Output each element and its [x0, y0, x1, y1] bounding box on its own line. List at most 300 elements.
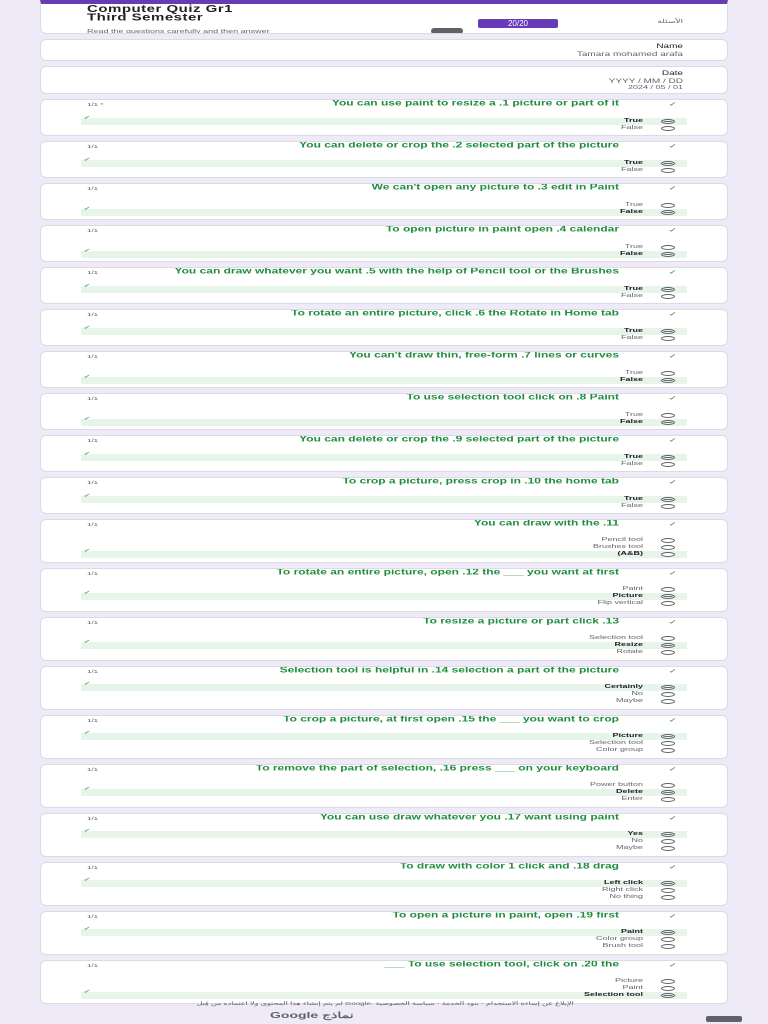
option-label: Picture [612, 592, 643, 598]
radio-icon[interactable] [661, 203, 675, 208]
correct-check-icon: ✓ [83, 248, 92, 254]
option-label: Selection tool [588, 739, 643, 745]
answer-option[interactable] [81, 590, 687, 600]
option-label: Picture [612, 732, 643, 738]
option-label: True [623, 117, 643, 123]
option-label: Brushes tool [592, 543, 643, 549]
radio-icon[interactable] [661, 587, 675, 592]
options-group [81, 828, 687, 852]
answer-option[interactable] [81, 845, 687, 852]
question-text: To draw with color 1 click and .18 drag [399, 862, 619, 871]
answer-option[interactable] [81, 782, 687, 789]
radio-icon[interactable] [661, 210, 675, 215]
option-label: Maybe [615, 697, 643, 703]
answer-option[interactable] [81, 157, 687, 167]
answer-option[interactable] [81, 370, 687, 377]
answer-option[interactable] [81, 838, 687, 845]
question-text: To use selection tool click on .8 Paint [406, 393, 619, 402]
option-label: Picture [614, 977, 643, 983]
radio-icon[interactable] [661, 699, 675, 704]
question-text: To open picture in paint open .4 calendar [385, 225, 619, 234]
question-points [87, 186, 98, 191]
question-points [87, 480, 98, 485]
question-points-value: 1/1 [87, 228, 99, 234]
question-points [87, 669, 98, 674]
answer-option[interactable] [81, 493, 687, 503]
correct-check-icon: ✓ [83, 548, 92, 554]
options-group [81, 877, 687, 901]
option-label: True [624, 201, 643, 207]
options-group [81, 926, 687, 950]
option-label: Resize [614, 641, 643, 647]
date-label: Date [661, 70, 683, 77]
question-points-value: 1/1 [87, 354, 99, 360]
question-card [40, 393, 728, 430]
radio-icon[interactable] [661, 455, 675, 460]
question-points [87, 396, 98, 401]
radio-icon[interactable] [661, 734, 675, 739]
answer-option[interactable] [81, 548, 687, 558]
question-text: You can't draw thin, free-form .7 lines or curves [348, 351, 619, 360]
answer-option[interactable] [81, 325, 687, 335]
answer-option[interactable] [81, 649, 687, 656]
check-icon: ✓ [668, 962, 677, 969]
options-group [81, 283, 687, 300]
question-text: To crop a picture, press crop in .10 the home tab [342, 477, 619, 486]
radio-icon[interactable] [661, 420, 675, 425]
answer-option[interactable] [81, 639, 687, 649]
question-points [87, 522, 98, 527]
answer-option[interactable] [81, 877, 687, 887]
google-forms-logo: Google نماذج [270, 1010, 354, 1020]
check-icon: ✓ [668, 766, 677, 773]
answer-option[interactable] [81, 206, 687, 216]
question-points [87, 620, 98, 625]
answer-option[interactable] [81, 451, 687, 461]
option-label: False [619, 418, 643, 424]
question-card [40, 911, 728, 955]
option-label: Flip vertical [597, 599, 643, 605]
question-card [40, 666, 728, 710]
question-points-value: 1/1 [87, 816, 99, 822]
radio-icon[interactable] [661, 685, 675, 690]
quiz-form [40, 0, 728, 1009]
question-points [87, 354, 98, 359]
question-card [40, 141, 728, 178]
answer-option[interactable] [81, 416, 687, 426]
correct-check-icon: ✓ [83, 493, 92, 499]
date-value: 2024 / 05 / 01 [627, 84, 683, 90]
check-icon: ✓ [668, 353, 677, 360]
options-group [81, 244, 687, 258]
radio-icon[interactable] [661, 643, 675, 648]
answer-option[interactable] [81, 635, 687, 642]
name-value: Tamara mohamed arafa [576, 51, 683, 58]
option-label: True [624, 243, 643, 249]
question-card [40, 715, 728, 759]
question-card [40, 435, 728, 472]
option-label: True [623, 327, 643, 333]
check-icon: ✓ [668, 395, 677, 402]
question-points [87, 914, 98, 919]
question-points-value: 1/1 [87, 312, 99, 318]
question-points-value: 1/1 [87, 396, 99, 402]
answer-option[interactable] [81, 691, 687, 698]
correct-check-icon: ✓ [83, 989, 92, 995]
answer-option[interactable] [81, 786, 687, 796]
answer-option[interactable] [81, 681, 687, 691]
question-points [87, 312, 98, 317]
question-points-value: 1/1 [87, 620, 99, 626]
question-points [87, 102, 103, 107]
question-text: You can draw with the .11 [473, 519, 619, 528]
answer-option[interactable] [81, 887, 687, 894]
option-label: False [620, 334, 643, 340]
question-text: To use selection tool, click on .20 the ___ [384, 960, 619, 969]
correct-check-icon: ✓ [83, 416, 92, 422]
options-group [81, 451, 687, 468]
options-group [81, 635, 687, 656]
correct-check-icon: ✓ [83, 877, 92, 883]
option-label: Yes [627, 830, 643, 836]
option-label: False [619, 376, 643, 382]
option-label: No thing [609, 893, 643, 899]
answer-option[interactable] [81, 586, 687, 593]
question-card [40, 309, 728, 346]
option-label: Paint [622, 984, 643, 990]
answer-option[interactable] [81, 989, 687, 999]
options-group [81, 115, 687, 132]
question-text: To rotate an entire picture, open .12 the ___ you want at first [276, 568, 619, 577]
question-card [40, 225, 728, 262]
answer-option[interactable] [81, 828, 687, 838]
radio-icon[interactable] [661, 462, 675, 467]
answer-option[interactable] [81, 698, 687, 705]
answer-option[interactable] [81, 167, 687, 174]
option-label: True [624, 411, 643, 417]
question-card [40, 960, 728, 1007]
radio-icon[interactable] [661, 636, 675, 641]
radio-icon[interactable] [661, 839, 675, 844]
question-points-value: 1/1 [87, 522, 99, 528]
score-badge: 20/20 [478, 19, 558, 28]
correct-check-icon: ✓ [83, 786, 92, 792]
question-text: To crop a picture, at first open .15 the ___ you want to crop [283, 715, 619, 724]
answer-option[interactable] [81, 936, 687, 943]
score-pill [431, 28, 463, 34]
option-label: Color group [595, 935, 643, 941]
question-text: Selection tool is helpful in .14 selection a part of the picture [279, 666, 619, 675]
question-text: To rotate an entire picture, click .6 the Rotate in Home tab [291, 309, 619, 318]
options-group [81, 412, 687, 426]
radio-icon[interactable] [661, 168, 675, 173]
options-group [81, 586, 687, 607]
answer-option[interactable] [81, 115, 687, 125]
answer-option[interactable] [81, 978, 687, 985]
question-points-value: 1/1 [87, 102, 99, 108]
question-points-value: 1/1 [87, 963, 99, 969]
check-icon: ✓ [668, 143, 677, 150]
option-label: True [623, 495, 643, 501]
question-points-value: 1/1 [87, 718, 99, 724]
check-icon: ✓ [668, 913, 677, 920]
form-header [40, 0, 728, 34]
question-points [87, 270, 98, 275]
option-label: Pencil tool [601, 536, 643, 542]
radio-icon[interactable] [661, 601, 675, 606]
correct-check-icon: ✓ [83, 325, 92, 331]
option-label: False [620, 502, 643, 508]
question-points [87, 865, 98, 870]
radio-icon[interactable] [661, 783, 675, 788]
radio-icon[interactable] [661, 538, 675, 543]
question-card [40, 764, 728, 808]
option-label: True [623, 159, 643, 165]
radio-icon[interactable] [661, 748, 675, 753]
radio-icon[interactable] [661, 413, 675, 418]
question-points-value: 1/1 [87, 571, 99, 577]
question-text: To remove the part of selection, .16 press ___ on your keyboard [255, 764, 619, 773]
answer-option[interactable] [81, 202, 687, 209]
option-label: Delete [615, 788, 643, 794]
radio-icon[interactable] [661, 930, 675, 935]
option-label: No [631, 690, 643, 696]
options-group [81, 157, 687, 174]
question-text: You can use paint to resize a .1 picture or part of it [331, 99, 619, 108]
radio-icon[interactable] [661, 594, 675, 599]
correct-check-icon: ✓ [83, 451, 92, 457]
name-field-card [40, 39, 728, 61]
radio-icon[interactable] [661, 944, 675, 949]
correct-check-icon: ✓ [83, 206, 92, 212]
answer-option[interactable] [81, 461, 687, 468]
answer-option[interactable] [81, 293, 687, 300]
question-card [40, 99, 728, 136]
question-points [87, 816, 98, 821]
check-icon: ✓ [668, 717, 677, 724]
radio-icon[interactable] [661, 979, 675, 984]
question-card [40, 351, 728, 388]
answer-option[interactable] [81, 894, 687, 901]
check-icon: ✓ [668, 668, 677, 675]
radio-icon[interactable] [661, 371, 675, 376]
correct-check-icon: ✓ [83, 828, 92, 834]
options-group [81, 782, 687, 803]
radio-icon[interactable] [661, 245, 675, 250]
option-label: Power button [589, 781, 643, 787]
question-text: You can delete or crop the .9 selected part of the picture [299, 435, 619, 444]
correct-check-icon: ✓ [83, 926, 92, 932]
question-points [87, 144, 98, 149]
check-icon: ✓ [668, 479, 677, 486]
check-icon: ✓ [668, 619, 677, 626]
check-icon: ✓ [668, 570, 677, 577]
option-label: False [619, 250, 643, 256]
correct-check-icon: ✓ [83, 590, 92, 596]
correct-check-icon: ✓ [83, 115, 92, 121]
question-text: You can delete or crop the .2 selected part of the picture [299, 141, 619, 150]
correct-check-icon: ✓ [83, 681, 92, 687]
answer-option[interactable] [81, 125, 687, 132]
question-card [40, 477, 728, 514]
radio-icon[interactable] [661, 329, 675, 334]
answer-option[interactable] [81, 283, 687, 293]
question-card [40, 617, 728, 661]
option-label: Left click [603, 879, 643, 885]
check-icon: ✓ [668, 864, 677, 871]
radio-icon[interactable] [661, 161, 675, 166]
answer-option[interactable] [81, 335, 687, 342]
name-label: Name [656, 43, 683, 50]
option-label: Maybe [615, 844, 643, 850]
question-card [40, 862, 728, 906]
answer-option[interactable] [81, 412, 687, 419]
radio-icon[interactable] [661, 741, 675, 746]
footer-note: لم يتم إنشاء هذا المحتوى ولا اعتماده من قِبل Google. الإبلاغ عن إساءة الاستخدام - بنود الخدمة - سياسة الخصوصية [196, 1001, 574, 1007]
form-subtitle: Read the questions carefully and then answer [87, 28, 270, 34]
answer-option[interactable] [81, 503, 687, 510]
question-text: You can use draw whatever you .17 want using paint [319, 813, 619, 822]
correct-check-icon: ✓ [83, 157, 92, 163]
question-points [87, 718, 98, 723]
correct-check-icon: ✓ [83, 374, 92, 380]
question-list [40, 99, 728, 1007]
form-title: Computer Quiz Gr1 Third Semester [87, 2, 234, 24]
check-icon: ✓ [668, 521, 677, 528]
question-points-value: 1/1 [87, 865, 99, 871]
options-group [81, 325, 687, 342]
correct-check-icon: ✓ [83, 730, 92, 736]
options-group [81, 681, 687, 705]
question-text: You can draw whatever you want .5 with the help of Pencil tool or the Brushes [174, 267, 619, 276]
answer-option[interactable] [81, 544, 687, 551]
option-label: No [631, 837, 643, 843]
options-group [81, 978, 687, 999]
radio-icon[interactable] [661, 790, 675, 795]
option-label: True [623, 453, 643, 459]
options-group [81, 537, 687, 558]
option-label: False [620, 292, 643, 298]
question-card [40, 267, 728, 304]
question-text: To open a picture in paint, open .19 first [392, 911, 619, 920]
question-card [40, 568, 728, 612]
answer-option[interactable] [81, 943, 687, 950]
radio-icon[interactable] [661, 846, 675, 851]
correct-check-icon: ✓ [83, 283, 92, 289]
option-label: True [623, 285, 643, 291]
question-points-value: 1/1 [87, 144, 99, 150]
radio-icon[interactable] [661, 895, 675, 900]
question-text: To resize a picture or part click .13 [423, 617, 619, 626]
radio-icon[interactable] [661, 119, 675, 124]
question-card [40, 183, 728, 220]
radio-icon[interactable] [661, 832, 675, 837]
radio-icon[interactable] [661, 692, 675, 697]
option-label: False [620, 166, 643, 172]
radio-icon[interactable] [661, 378, 675, 383]
option-label: Color group [595, 746, 643, 752]
option-label: Selection tool [583, 991, 643, 997]
option-label: False [620, 460, 643, 466]
question-points-value: 1/1 [87, 270, 99, 276]
option-label: (A&B) [617, 550, 643, 556]
radio-icon[interactable] [661, 937, 675, 942]
options-group [81, 370, 687, 384]
radio-icon[interactable] [661, 504, 675, 509]
radio-icon[interactable] [661, 287, 675, 292]
radio-icon[interactable] [661, 497, 675, 502]
check-icon: ✓ [668, 185, 677, 192]
option-label: Paint [622, 585, 643, 591]
question-card [40, 813, 728, 857]
option-label: Right click [601, 886, 643, 892]
option-label: True [624, 369, 643, 375]
options-group [81, 493, 687, 510]
check-icon: ✓ [668, 311, 677, 318]
check-icon: ✓ [668, 815, 677, 822]
scrollbar-thumb[interactable] [706, 1016, 742, 1022]
option-label: False [620, 124, 643, 130]
question-points [87, 438, 98, 443]
question-card [40, 519, 728, 563]
question-points [87, 228, 98, 233]
radio-icon[interactable] [661, 552, 675, 557]
date-field-card [40, 66, 728, 94]
radio-icon[interactable] [661, 336, 675, 341]
radio-icon[interactable] [661, 881, 675, 886]
radio-icon[interactable] [661, 986, 675, 991]
header-right-text: الأسئلة [657, 18, 683, 24]
options-group [81, 202, 687, 216]
answer-option[interactable] [81, 244, 687, 251]
correct-check-icon: ✓ [83, 639, 92, 645]
question-points [87, 571, 98, 576]
answer-option[interactable] [81, 248, 687, 258]
radio-icon[interactable] [661, 650, 675, 655]
radio-icon[interactable] [661, 294, 675, 299]
answer-option[interactable] [81, 747, 687, 754]
question-points-value: 1/1 [87, 480, 99, 486]
answer-option[interactable] [81, 796, 687, 803]
option-label: Brush tool [602, 942, 643, 948]
question-points-value: 1/1 [87, 669, 99, 675]
check-icon: ✓ [668, 101, 677, 108]
answer-option[interactable] [81, 374, 687, 384]
option-label: False [619, 208, 643, 214]
check-icon: ✓ [668, 269, 677, 276]
options-group [81, 730, 687, 754]
option-label: Certainly [604, 683, 643, 689]
radio-icon[interactable] [661, 252, 675, 257]
radio-icon[interactable] [661, 545, 675, 550]
option-label: Rotate [616, 648, 643, 654]
question-points-value: 1/1 [87, 186, 99, 192]
check-icon: ✓ [668, 227, 677, 234]
radio-icon[interactable] [661, 888, 675, 893]
question-points-value: 1/1 [87, 767, 99, 773]
radio-icon[interactable] [661, 797, 675, 802]
answer-option[interactable] [81, 600, 687, 607]
question-text: We can't open any picture to .3 edit in Paint [371, 183, 619, 192]
required-asterisk: * [98, 102, 104, 108]
radio-icon[interactable] [661, 126, 675, 131]
date-format: YYYY / MM / DD [608, 78, 683, 85]
option-label: Enter [621, 795, 643, 801]
radio-icon[interactable] [661, 993, 675, 998]
question-points-value: 1/1 [87, 438, 99, 444]
option-label: Paint [620, 928, 643, 934]
option-label: Selection tool [588, 634, 643, 640]
